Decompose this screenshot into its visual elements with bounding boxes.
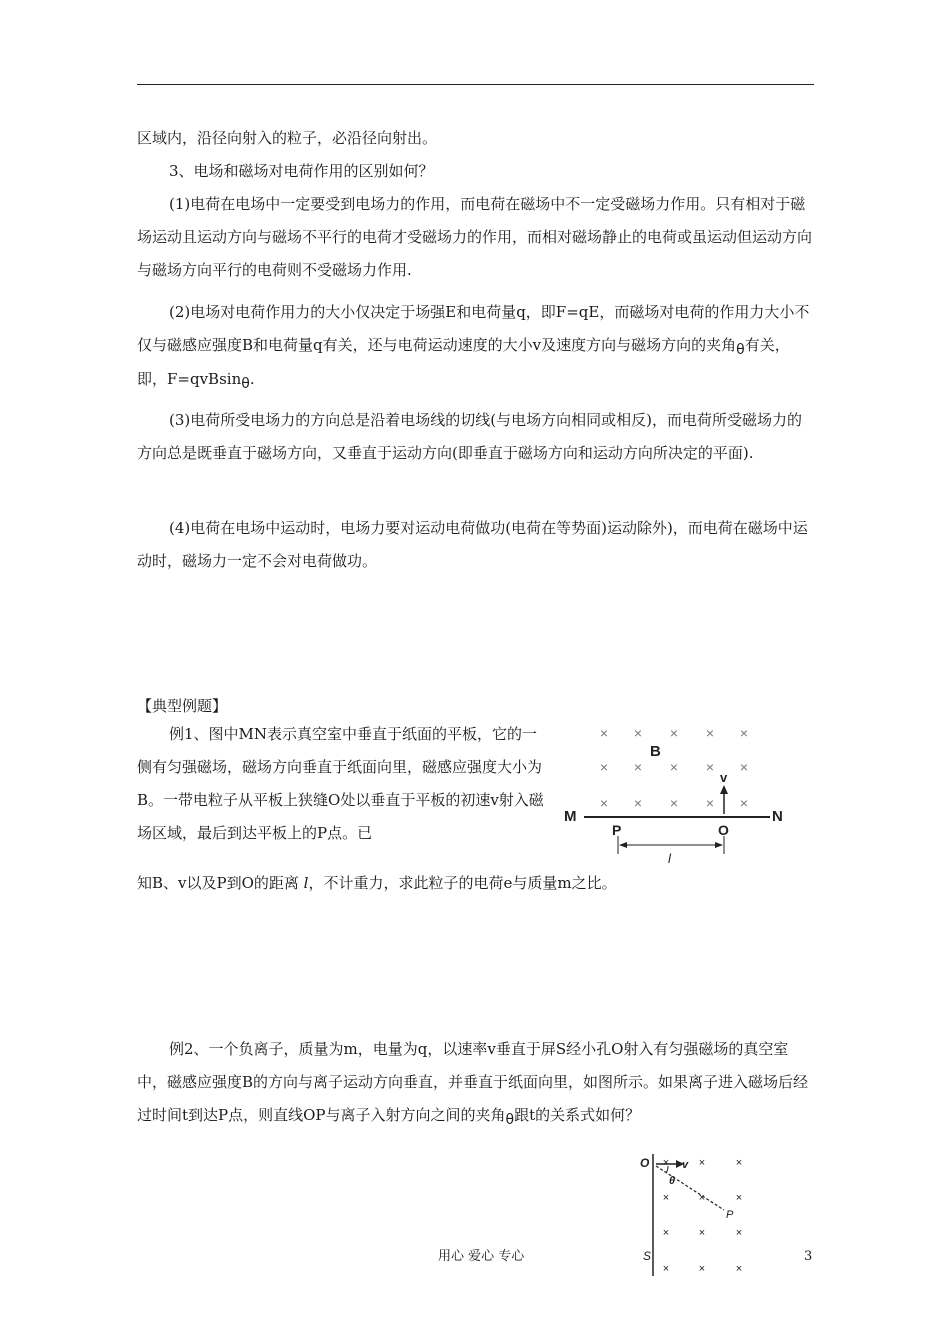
label-theta: θ [669, 1175, 676, 1187]
label-M: M [564, 808, 577, 825]
field-cross: × [735, 1227, 743, 1239]
label-B: B [650, 743, 661, 760]
field-cross: × [599, 795, 609, 811]
label-S: S [643, 1249, 652, 1263]
field-cross: × [662, 1263, 670, 1275]
footer-text: 用心 爱心 专心 [438, 1249, 525, 1264]
field-cross: × [705, 795, 715, 811]
field-cross: × [698, 1227, 706, 1239]
dimension-arrowhead-left [619, 842, 627, 848]
field-cross: × [662, 1192, 670, 1204]
theta-symbol: θ [241, 376, 250, 392]
field-cross: × [735, 1192, 743, 1204]
field-cross: × [735, 1263, 743, 1275]
field-cross: × [633, 725, 643, 741]
velocity-arrowhead [720, 785, 728, 794]
label-N: N [772, 808, 783, 825]
item-2 [137, 296, 814, 397]
field-cross: × [669, 725, 679, 741]
field-cross: × [669, 795, 679, 811]
field-cross: × [739, 759, 749, 775]
paragraph-continuation: 区域内，沿径向射入的粒子，必沿径向射出。 [137, 129, 438, 147]
theta-symbol: θ [505, 1112, 515, 1128]
field-cross: × [739, 795, 749, 811]
example-1-text: 例1、图中MN表示真空室中垂直于纸面的平板，它的一侧有匀强磁场，磁场方向垂直于纸面向里，磁感应强度大小为B。一带电粒子从平板上狭缝O处以垂直于平板的初速v射入磁场区域，最后到达平板上的P点。已 [137, 725, 544, 842]
label-v: v [682, 1159, 689, 1171]
field-cross: × [662, 1227, 670, 1239]
label-O: O [718, 822, 729, 838]
example-2-text-b: 跟t的关系式如何？ [514, 1106, 641, 1124]
section-heading: 【典型例题】 [137, 697, 228, 715]
field-cross: × [739, 725, 749, 741]
figure-2-diagram [636, 1150, 766, 1282]
question-3-title: 3、电场和磁场对电荷作用的区别如何？ [169, 162, 434, 180]
label-P: P [726, 1209, 734, 1221]
label-v: v [720, 770, 728, 785]
example-1-l: l [303, 874, 309, 892]
theta-symbol: θ [736, 342, 745, 358]
field-cross: × [662, 1157, 670, 1169]
item-2-text-c: . [249, 370, 255, 388]
label-l: l [668, 851, 671, 866]
header-rule [137, 84, 814, 85]
item-4: (4)电荷在电场中运动时，电场力要对运动电荷做功(电荷在等势面)运动除外)，而电荷在磁场中运动时，磁场力一定不会对电荷做功。 [137, 519, 808, 570]
dimension-arrowhead-right [715, 842, 723, 848]
field-cross: × [698, 1157, 706, 1169]
field-cross: × [735, 1157, 743, 1169]
field-cross: × [669, 759, 679, 775]
field-cross: × [599, 759, 609, 775]
example-1-text-cont [137, 867, 814, 900]
page-number: 3 [804, 1249, 813, 1264]
field-cross: × [599, 725, 609, 741]
label-O: O [640, 1156, 650, 1170]
example-2-text [137, 1033, 814, 1133]
item-1: (1)电荷在电场中一定要受到电场力的作用，而电荷在磁场中不一定受磁场力作用。只有相对于磁场运动且运动方向与磁场不平行的电荷才受磁场力的作用，而相对磁场静止的电荷或虽运动但运动方向与磁场方向平行的电荷则不受磁场力作用. [137, 195, 813, 279]
field-cross: × [633, 759, 643, 775]
example-1-cont-b: ，不计重力，求此粒子的电荷e与质量m之比。 [308, 874, 617, 892]
example-2-text-a: 例2、一个负离子，质量为m，电量为q，以速率v垂直于屏S经小孔O射入有匀强磁场的真空室中，磁感应强度B的方向与离子运动方向垂直，并垂直于纸面向里，如图所示。如果离子进入磁场后经过时间t到达P点，则直线OP与离子入射方向之间的夹角 [137, 1040, 809, 1124]
field-cross: × [698, 1263, 706, 1275]
item-2-text-b: 有关，即，F=qvBsin [137, 336, 790, 388]
item-2-text-a: (2)电场对电荷作用力的大小仅决定于场强E和电荷量q，即F=qE，而磁场对电荷的作用力大小不仅与磁感应强度B和电荷量q有关，还与电荷运动速度的大小v及速度方向与磁场方向的夹角 [137, 303, 810, 354]
field-cross: × [633, 795, 643, 811]
field-cross: × [705, 759, 715, 775]
field-cross: × [705, 725, 715, 741]
item-3: (3)电荷所受电场力的方向总是沿着电场线的切线(与电场方向相同或相反)，而电荷所受磁场力的方向总是既垂直于磁场方向，又垂直于运动方向(即垂直于磁场方向和运动方向所决定的平面). [137, 411, 802, 462]
label-P: P [612, 822, 622, 838]
field-cross: × [698, 1192, 706, 1204]
example-1-cont-a: 知B、v以及P到O的距离 [137, 874, 299, 892]
figure-1-diagram [560, 718, 800, 868]
